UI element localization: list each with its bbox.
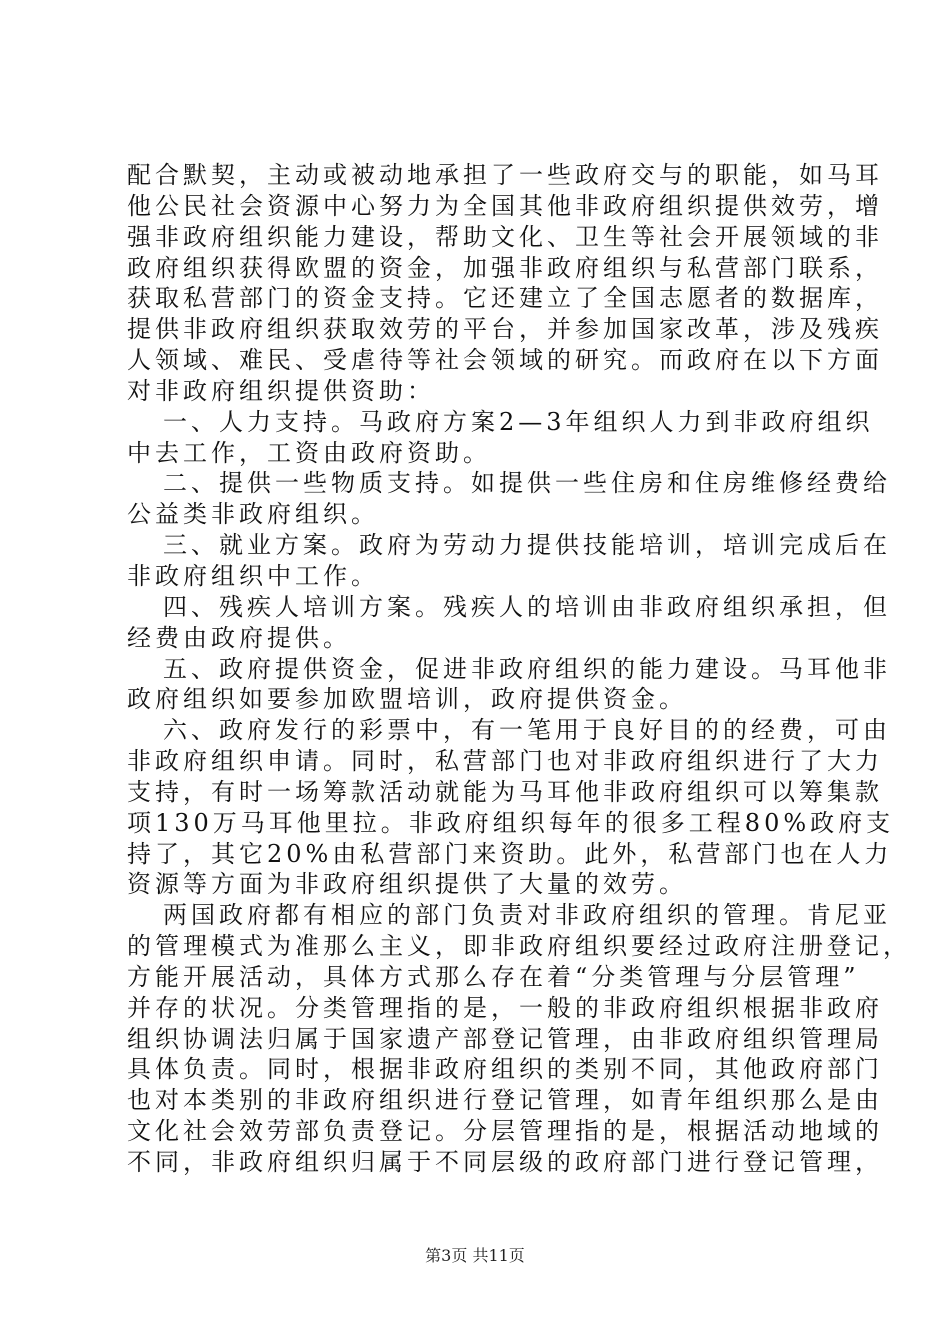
text-line: 非政府组织中工作。 xyxy=(127,561,379,590)
text-line: 提供非政府组织获取效劳的平台，并参加国家改革，涉及残疾 xyxy=(127,315,883,344)
paragraph xyxy=(127,407,874,469)
text-line: 组织协调法归属于国家遗产部登记管理，由非政府组织管理局 xyxy=(127,1024,883,1053)
text-line: 并存的状况。分类管理指的是，一般的非政府组织根据非政府 xyxy=(127,993,883,1022)
text-line: 中去工作，工资由政府资助。 xyxy=(127,438,491,467)
text-line: 也对本类别的非政府组织进行登记管理，如青年组织那么是由 xyxy=(127,1086,883,1115)
text-line: 经费由政府提供。 xyxy=(127,623,351,652)
text-line: 强非政府组织能力建设，帮助文化、卫生等社会开展领域的非 xyxy=(127,222,883,251)
text-line: 六、政府发行的彩票中，有一笔用于良好目的的经费，可由 xyxy=(163,716,891,745)
text-line: 公益类非政府组织。 xyxy=(127,500,379,529)
page-footer: 第3页 共11页 xyxy=(425,1246,525,1265)
text-line: 具体负责。同时，根据非政府组织的类别不同，其他政府部门 xyxy=(127,1055,883,1084)
text-line: 两国政府都有相应的部门负责对非政府组织的管理。肯尼亚 xyxy=(163,901,891,930)
text-line: 一、人力支持。马政府方案2—3年组织人力到非政府组织 xyxy=(163,407,874,436)
text-line: 方能开展活动，具体方式那么存在着“分类管理与分层管理” xyxy=(127,962,860,991)
text-line: 对非政府组织提供资助： xyxy=(127,376,435,405)
text-line: 的管理模式为准那么主义，即非政府组织要经过政府注册登记， xyxy=(127,932,911,961)
text-line: 配合默契，主动或被动地承担了一些政府交与的职能，如马耳 xyxy=(127,161,883,189)
text-line: 获取私营部门的资金支持。它还建立了全国志愿者的数据库， xyxy=(127,284,883,313)
text-line: 支持，有时一场筹款活动就能为马耳他非政府组织可以筹集款 xyxy=(127,777,883,806)
text-line: 三、就业方案。政府为劳动力提供技能培训，培训完成后在 xyxy=(163,531,891,560)
text-line: 不同，非政府组织归属于不同层级的政府部门进行登记管理， xyxy=(127,1148,883,1176)
paragraph xyxy=(127,900,911,1178)
paragraph xyxy=(127,530,891,592)
paragraph xyxy=(127,654,891,716)
paragraph xyxy=(127,468,891,530)
text-line: 文化社会效劳部负责登记。分层管理指的是，根据活动地域的 xyxy=(127,1117,883,1146)
text-line: 五、政府提供资金，促进非政府组织的能力建设。马耳他非 xyxy=(163,654,891,683)
text-line: 政府组织如要参加欧盟培训，政府提供资金。 xyxy=(127,685,687,714)
text-line: 政府组织获得欧盟的资金，加强非政府组织与私营部门联系， xyxy=(127,253,883,282)
text-line: 他公民社会资源中心努力为全国其他非政府组织提供效劳，增 xyxy=(127,191,883,220)
document-body xyxy=(127,160,911,1178)
paragraph xyxy=(127,715,895,900)
text-line: 二、提供一些物质支持。如提供一些住房和住房维修经费给 xyxy=(163,469,891,498)
text-line: 资源等方面为非政府组织提供了大量的效劳。 xyxy=(127,870,687,899)
text-line: 项130万马耳他里拉。非政府组织每年的很多工程80%政府支 xyxy=(127,808,895,837)
text-line: 持了，其它20%由私营部门来资助。此外，私营部门也在人力 xyxy=(127,839,893,868)
text-line: 人领域、难民、受虐待等社会领域的研究。而政府在以下方面 xyxy=(127,346,883,375)
text-line: 四、残疾人培训方案。残疾人的培训由非政府组织承担，但 xyxy=(163,592,891,621)
text-line: 非政府组织申请。同时，私营部门也对非政府组织进行了大力 xyxy=(127,747,883,776)
paragraph xyxy=(127,592,891,654)
paragraph xyxy=(127,160,883,407)
